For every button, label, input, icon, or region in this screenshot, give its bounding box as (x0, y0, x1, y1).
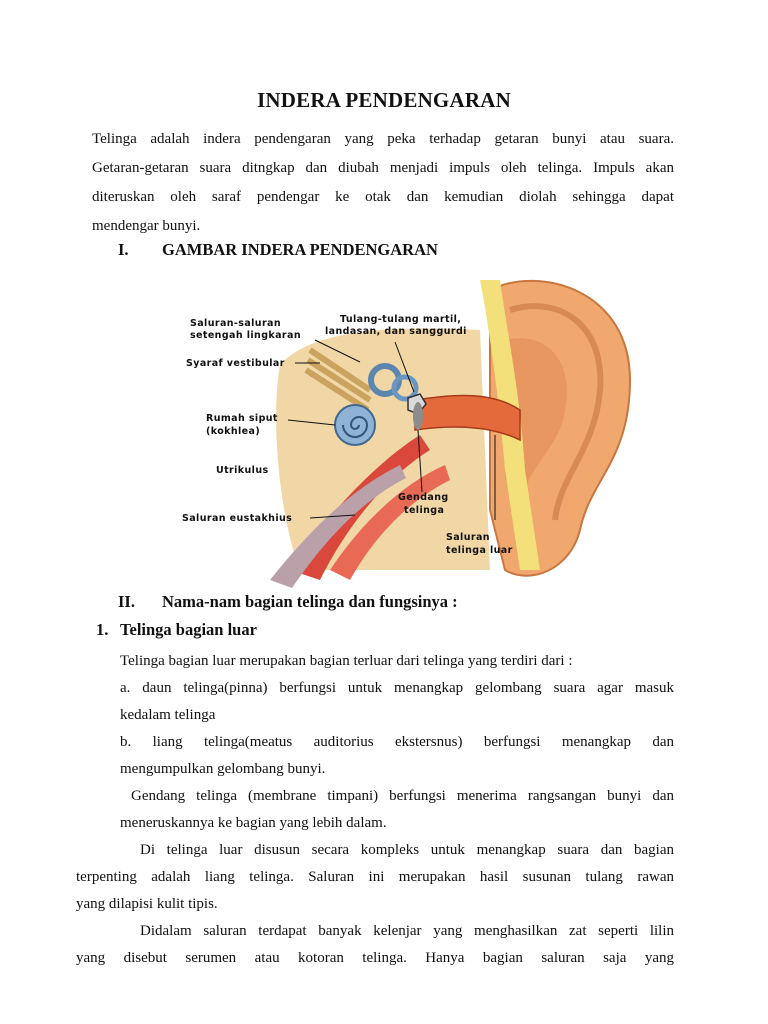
section1-title: GAMBAR INDERA PENDENGARAN (162, 240, 438, 259)
ear-anatomy-illustration (160, 270, 640, 590)
label-luar-2: telinga luar (446, 545, 513, 556)
body-line-5: mengumpulkan gelombang bunyi. (120, 761, 326, 777)
body-line-9: terpenting adalah liang telinga. Saluran ini merupakan hasil susunan tulang rawan (76, 869, 674, 885)
label-gendang-2: telinga (404, 505, 445, 516)
intro-line-4: mendengar bunyi. (92, 218, 201, 234)
page-title: INDERA PENDENGARAN (257, 88, 511, 112)
label-saluran-2: setengah lingkaran (190, 330, 301, 341)
label-gendang-1: Gendang (398, 492, 449, 503)
section1-number: I. (118, 240, 129, 259)
sub1-title: Telinga bagian luar (120, 620, 257, 639)
cochlea (335, 405, 375, 445)
label-tulang-1: Tulang-tulang martil, (340, 314, 462, 325)
body-line-8: Di telinga luar disusun secara kompleks untuk menangkap suara dan bagian (140, 842, 674, 858)
body-line-12: yang disebut serumen atau kotoran telinga. Hanya bagian saluran saja yang (76, 950, 674, 966)
label-tulang-2: landasan, dan sanggurdi (325, 326, 467, 337)
sub1-number: 1. (96, 620, 109, 639)
label-utrikulus: Utrikulus (216, 465, 269, 476)
label-eustakhius: Saluran eustakhius (182, 513, 293, 524)
label-syaraf: Syaraf vestibular (186, 358, 285, 369)
body-line-3: kedalam telinga (120, 707, 216, 723)
intro-line-1: Telinga adalah indera pendengaran yang peka terhadap getaran bunyi atau suara. (92, 131, 674, 147)
label-rumah-1: Rumah siput (206, 413, 278, 424)
body-line-11: Didalam saluran terdapat banyak kelenjar yang menghasilkan zat seperti lilin (140, 923, 674, 939)
eardrum (413, 402, 423, 430)
body-line-6: Gendang telinga (membrane timpani) berfungsi menerima rangsangan bunyi dan (120, 788, 674, 804)
intro-line-3: diteruskan oleh saraf pendengar ke otak dan kemudian diolah sehingga dapat (92, 189, 674, 205)
label-luar-1: Saluran (446, 532, 490, 543)
body-line-2: a. daun telinga(pinna) berfungsi untuk menangkap gelombang suara agar masuk (120, 680, 674, 696)
label-saluran-1: Saluran-saluran (190, 318, 282, 329)
body-line-4: b. liang telinga(meatus auditorius ekstersnus) berfungsi menangkap dan (120, 734, 674, 750)
body-line-1: Telinga bagian luar merupakan bagian terluar dari telinga yang terdiri dari : (120, 653, 573, 669)
body-line-7: meneruskannya ke bagian yang lebih dalam. (120, 815, 387, 831)
section2-number: II. (118, 592, 135, 611)
label-rumah-2: (kokhlea) (206, 426, 261, 437)
section2-title: Nama-nam bagian telinga dan fungsinya : (162, 592, 458, 611)
body-line-10: yang dilapisi kulit tipis. (76, 896, 218, 912)
intro-line-2: Getaran-getaran suara ditngkap dan diubah menjadi impuls oleh telinga. Impuls akan (92, 160, 674, 176)
